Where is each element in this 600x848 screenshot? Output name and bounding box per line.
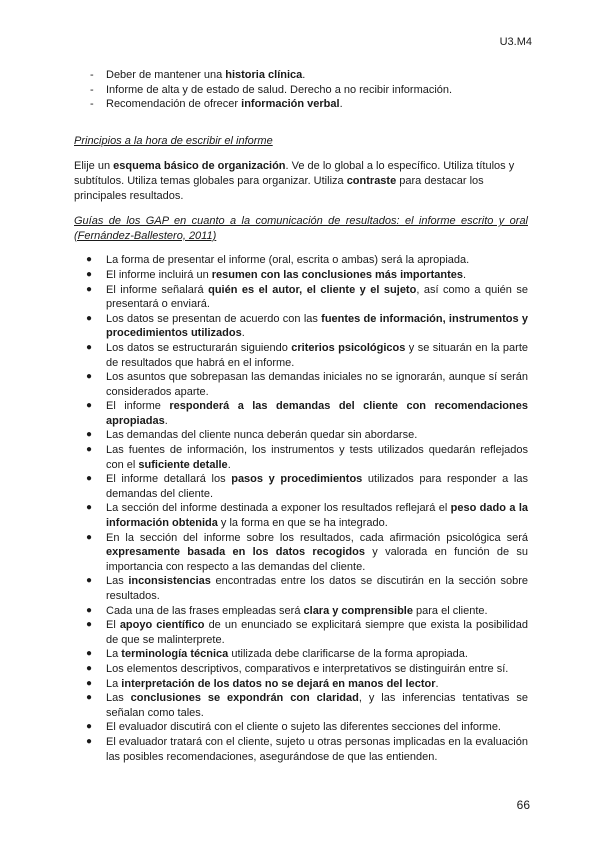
dash-list-item: - Recomendación de ofrecer información verbal.	[74, 97, 528, 112]
guide-bullet-item: ● Las fuentes de información, los instrumentos y tests utilizados quedarán reflejados con el suficiente detalle.	[74, 443, 528, 472]
guide-bullet-item: ● El informe detallará los pasos y procedimientos utilizados para responder a las demandas del cliente.	[74, 472, 528, 501]
guide-bullet-item: ● Las demandas del cliente nunca deberán quedar sin abordarse.	[74, 428, 528, 443]
dash-list-item: - Deber de mantener una historia clínica.	[74, 68, 528, 83]
guide-bullet-item: ● Las inconsistencias encontradas entre los datos se discutirán en la sección sobre resultados.	[74, 574, 528, 603]
dash-list	[74, 68, 528, 112]
guide-bullet-item: ● Los datos se presentan de acuerdo con las fuentes de información, instrumentos y procedimientos utilizados.	[74, 312, 528, 341]
page-code: U3.M4	[499, 36, 532, 48]
document-body	[74, 68, 528, 764]
guide-bullet-item: ● Cada una de las frases empleadas será clara y comprensible para el cliente.	[74, 604, 528, 619]
dash-list-item: - Informe de alta y de estado de salud. Derecho a no recibir información.	[74, 83, 528, 98]
guide-bullet-item: ● Los elementos descriptivos, comparativos e interpretativos se distinguirán entre sí.	[74, 662, 528, 677]
guides-bullet-list	[74, 253, 528, 764]
guide-bullet-item: ● Los datos se estructurarán siguiendo criterios psicológicos y se situarán en la parte de resultados que habrá en el informe.	[74, 341, 528, 370]
guide-bullet-item: ● Las conclusiones se expondrán con claridad, y las inferencias tentativas se señalan como tales.	[74, 691, 528, 720]
guide-bullet-item: ● El informe responderá a las demandas del cliente con recomendaciones apropiadas.	[74, 399, 528, 428]
principles-paragraph: Elije un esquema básico de organización. Ve de lo global a lo específico. Utiliza títulos y subtítulos. Utiliza temas globales para organizar. Utiliza contraste para destacar los principales resultados.	[74, 160, 515, 202]
guides-heading-source: (Fernández-Ballestero, 2011)	[74, 229, 217, 242]
guide-bullet-item: ● El informe señalará quién es el autor, el cliente y el sujeto, así como a quién se presentará o enviará.	[74, 283, 528, 312]
guide-bullet-item: ● El apoyo científico de un enunciado se explicitará siempre que exista la posibilidad de que se malinterprete.	[74, 618, 528, 647]
guide-bullet-item: ● Los asuntos que sobrepasan las demandas iniciales no se ignorarán, aunque sí serán considerados aparte.	[74, 370, 528, 399]
principles-heading: Principios a la hora de escribir el informe	[74, 134, 273, 147]
guides-heading: Guías de los GAP en cuanto a la comunicación de resultados: el informe escrito y oral	[74, 215, 528, 228]
page-number: 66	[516, 798, 530, 812]
guide-bullet-item: ● La sección del informe destinada a exponer los resultados reflejará el peso dado a la información obtenida y la forma en que se ha integrado.	[74, 501, 528, 530]
guide-bullet-item: ● En la sección del informe sobre los resultados, cada afirmación psicológica será expresamente basada en los datos recogidos y valorada en función de su importancia con respecto a las demandas del cliente.	[74, 531, 528, 575]
guide-bullet-item: ● El informe incluirá un resumen con las conclusiones más importantes.	[74, 268, 528, 283]
guide-bullet-item: ● El evaluador tratará con el cliente, sujeto u otras personas implicadas en la evaluación las posibles recomendaciones, asegurándose de que las entienden.	[74, 735, 528, 764]
guide-bullet-item: ● La interpretación de los datos no se dejará en manos del lector.	[74, 677, 528, 692]
guide-bullet-item: ● El evaluador discutirá con el cliente o sujeto las diferentes secciones del informe.	[74, 720, 528, 735]
guide-bullet-item: ● La forma de presentar el informe (oral, escrita o ambas) será la apropiada.	[74, 253, 528, 268]
guide-bullet-item: ● La terminología técnica utilizada debe clarificarse de la forma apropiada.	[74, 647, 528, 662]
